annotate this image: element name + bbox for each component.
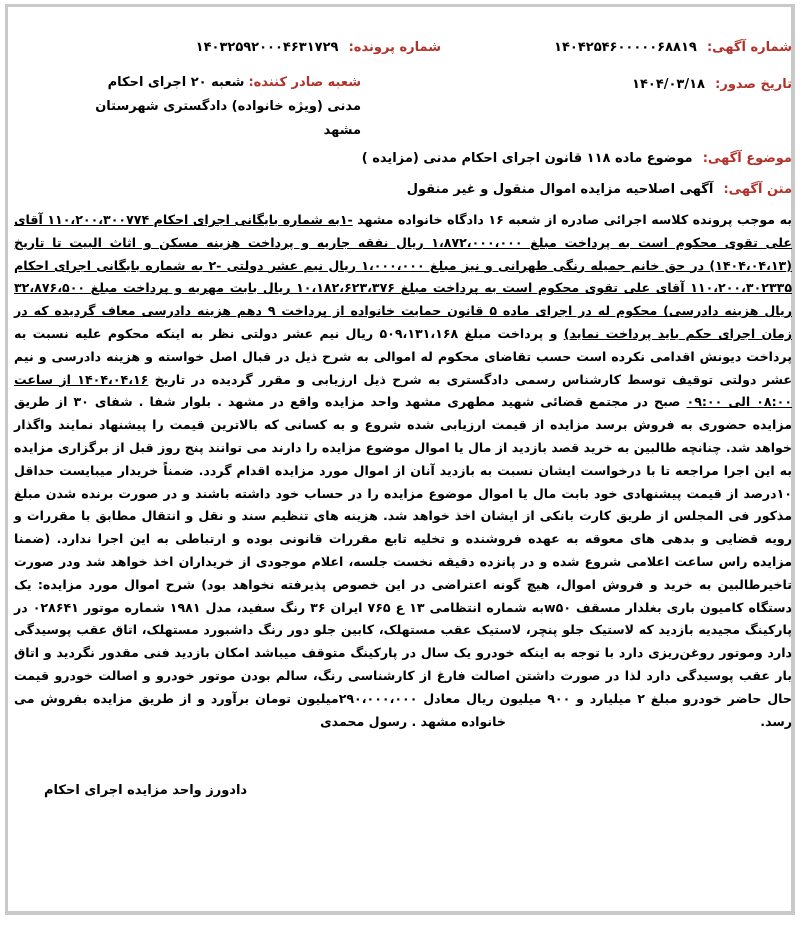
issuer-label: شعبه صادر کننده: xyxy=(248,75,361,90)
issuer-block xyxy=(71,71,361,143)
ad-number: ۱۴۰۴۲۵۴۶۰۰۰۰۰۶۸۸۱۹ xyxy=(554,40,697,55)
subject-label: موضوع آگهی: xyxy=(702,151,792,166)
ad-number-row xyxy=(554,40,792,55)
body-part-3: و پرداخت مبلغ ۵۰۹،۱۳۱،۱۶۸ ریال نیم عشر دولتی نظر به اینکه محکوم علیه نسبت به پرداخت دیونش اقدامی نکرده است حسب تقاضای محکوم له اموالی به شرح ذیل در قبال اصل خواسته و هزینه دادرسی و نیم عشر دولتی توقیف توسط کارشناس رسمی دادگستری به شرح ذیل ارزیابی و مقرر گردیده در تاریخ xyxy=(14,325,792,387)
ad-body-text xyxy=(14,209,792,733)
issue-date-label: تاریخ صدور: xyxy=(715,77,792,92)
subject-value: موضوع ماده ۱۱۸ قانون اجرای احکام مدنی (مزایده ) xyxy=(361,151,693,166)
issue-date-row xyxy=(632,77,792,92)
body-part-6: خانواده مشهد . رسول محمدی xyxy=(320,713,511,729)
text-title-value: آگهی اصلاحیه مزایده اموال منقول و غیر منقول xyxy=(406,182,714,197)
body-part-1: به موجب پرونده کلاسه اجرائی صادره از شعبه ۱۶ دادگاه خانواده مشهد xyxy=(352,212,792,227)
case-number-label: شماره پرونده: xyxy=(348,40,441,55)
issuer-value: شعبه ۲۰ اجرای احکام مدنی (ویژه خانواده) دادگستری شهرستان مشهد xyxy=(95,75,361,138)
subject-row xyxy=(362,151,792,166)
body-part-2: -۱به شماره بایگانی اجرای احکام ۱۱۰،۲۰۰،۳۰۰۷۷۴ آقای علی تقوی محکوم است به پرداخت مبلغ ۱،۸۷۲،۰۰۰،۰۰۰ ریال نفقه جاریه و پرداخت هزینه مسکن و اثاث البیت تا تاریخ (۱۴۰۴،۰۴،۱۳) در حق خانم جمیله رنگی طهرانی و نیز مبلغ ۱،۰۰۰،۰۰۰ ریال نیم عشر دولتی -۲ به شماره بایگانی اجرای احکام ۱۱۰،۲۰۰،۳۰۲۳۳۵ آقای علی تقوی محکوم است به پرداخت مبلغ ۱۰،۱۸۲،۶۲۳،۳۷۶ ریال بابت مهریه و پرداخت مبلغ ۳۲،۸۷۶،۵۰۰ ریال هزینه دادرسی) محکوم له در اجرای ماده ۵ قانون حمایت خانواده از پرداخت ۹ دهم هزینه دادرسی معاف گردیده که در زمان اجرای حکم باید پرداخت نماید) xyxy=(14,212,793,341)
case-number-row xyxy=(196,40,441,55)
issue-date: ۱۴۰۴/۰۳/۱۸ xyxy=(632,77,705,92)
text-title-row xyxy=(407,182,792,197)
ad-number-label: شماره آگهی: xyxy=(706,40,792,55)
signature-left: دادورز واحد مزایده اجرای احکام xyxy=(44,783,248,798)
text-title-label: متن آگهی: xyxy=(723,182,792,197)
body-part-4: ۱۴۰۴،۰۴،۱۶ از ساعت ۰۸:۰۰ الی ۰۹:۰۰ xyxy=(14,371,793,410)
body-part-5: صبح در مجتمع قضائی شهید مطهری مشهد واحد مزایده واقع در مشهد . بلوار شفا . شفای ۳۰ از طریق مزایده حضوری به فروش برسد مزایده از قیمت ارزیابی شده شروع و به کسانی که بالاترین قیمت را پیشنهاد نمایند واگذار خواهد شد. چنانچه طالبین به خرید قصد بازدید از مال یا اموال موضوع مزایده را دارند می توانند پنج روز قبل از برگزاری مزایده به این اجرا مراجعه تا با درخواست ایشان نسبت به بازدید آنان از اموال مورد مزایده اقدام گردد. ضمناً خریدار میبایست حداقل ۱۰درصد از قیمت پیشنهادی خود بابت مال یا اموال موضوع مزایده را در حساب خود داشته باشند و در صورت برنده شدن مبلغ مذکور فی المجلس از طریق کارت بانکی از ایشان اخذ خواهد شد. هزینه های تنظیم سند و نقل و انتقال مطابق با مقررات و رویه قضایی و بدهی های معوقه به عهده فروشنده و تخلیه تابع مقررات قانونی بوده و ارتباطی به این اجرا ندارد. (ضمنا مزایده راس ساعت اعلامی شروع شده و در پانزده دقیقه نخست جلسه، اعلام موجودی از خریداران اخذ خواهد شد ودر صورت تاخیرطالبین به خرید و فروش اموال، هیچ گونه اعتراضی در این خصوص پذیرفته نخواهد بود) شرح اموال مورد مزایده: یک دستگاه کامیون باری بغلدار مسقف w۵۰به شماره انتظامی ۱۳ ع ۷۶۵ ایران ۳۶ رنگ سفید، مدل ۱۹۸۱ شماره موتور ۰۲۸۶۴۱ در پارکینگ مجیدیه بازدید که لاستیک جلو پنچر، لاستیک عقب مستهلک، کابین جلو دور رنگ داشبورد مستهلک، اتاق عقب پوسیدگی دارد وموتور روغن‌ریزی دارد با توجه به اینکه خودرو یک سال در پارکینگ متوقف میباشد امکان بازدید فنی مقدور نگردید و اتاق بار عقب پوسیدگی دارد لذا در صورت داشتن اصالت فارغ از کارشناسی رنگ، سالم بودن موتور خودرو و اصالت خودرو قیمت حال حاضر خودرو مبلغ ۲ میلیارد و ۹۰۰ میلیون ریال معادل ۲۹۰،۰۰۰،۰۰۰میلیون تومان برآورد و از طریق مزایده بفروش می رسد. xyxy=(14,394,793,729)
case-number: ۱۴۰۳۲۵۹۲۰۰۰۴۶۳۱۷۲۹ xyxy=(195,40,339,55)
